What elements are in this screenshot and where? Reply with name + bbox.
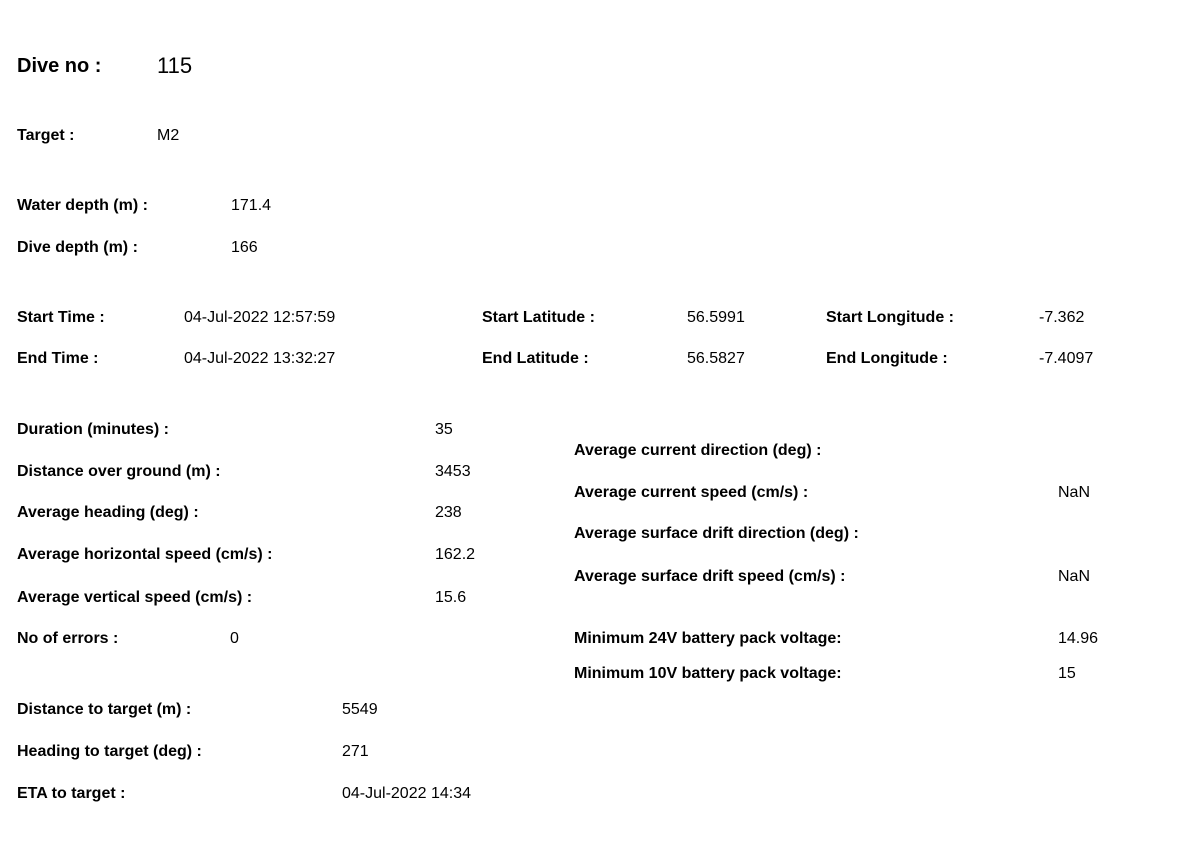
start-longitude-value: -7.362: [1039, 309, 1085, 326]
end-latitude-label: End Latitude :: [482, 350, 589, 367]
avg-vertical-speed-label: Average vertical speed (cm/s) :: [17, 589, 253, 606]
eta-to-target-label: ETA to target :: [17, 785, 126, 802]
avg-surface-drift-speed-label: Average surface drift speed (cm/s) :: [574, 568, 846, 585]
end-time-label: End Time :: [17, 350, 99, 367]
avg-current-speed-label: Average current speed (cm/s) :: [574, 484, 809, 501]
errors-label: No of errors :: [17, 630, 119, 647]
errors-value: 0: [230, 630, 239, 647]
start-time-value: 04-Jul-2022 12:57:59: [184, 309, 336, 326]
min-24v-battery-value: 14.96: [1058, 630, 1099, 647]
end-latitude-value: 56.5827: [687, 350, 745, 367]
distance-over-ground-value: 3453: [435, 463, 471, 480]
distance-over-ground-label: Distance over ground (m) :: [17, 463, 221, 480]
end-time-value: 04-Jul-2022 13:32:27: [184, 350, 336, 367]
avg-horizontal-speed-value: 162.2: [435, 546, 476, 563]
water-depth-label: Water depth (m) :: [17, 197, 148, 214]
start-latitude-value: 56.5991: [687, 309, 745, 326]
avg-current-direction-label: Average current direction (deg) :: [574, 442, 822, 459]
start-latitude-label: Start Latitude :: [482, 309, 595, 326]
dive-depth-value: 166: [231, 239, 258, 256]
avg-horizontal-speed-label: Average horizontal speed (cm/s) :: [17, 546, 273, 563]
duration-value: 35: [435, 421, 453, 438]
distance-to-target-label: Distance to target (m) :: [17, 701, 192, 718]
min-24v-battery-label: Minimum 24V battery pack voltage:: [574, 630, 842, 647]
distance-to-target-value: 5549: [342, 701, 378, 718]
avg-heading-value: 238: [435, 504, 462, 521]
water-depth-value: 171.4: [231, 197, 272, 214]
avg-surface-drift-speed-value: NaN: [1058, 568, 1091, 585]
avg-current-speed-value: NaN: [1058, 484, 1091, 501]
target-value: M2: [157, 127, 180, 144]
end-longitude-label: End Longitude :: [826, 350, 948, 367]
end-longitude-value: -7.4097: [1039, 350, 1094, 367]
start-longitude-label: Start Longitude :: [826, 309, 954, 326]
avg-surface-drift-direction-label: Average surface drift direction (deg) :: [574, 525, 859, 542]
avg-heading-label: Average heading (deg) :: [17, 504, 199, 521]
start-time-label: Start Time :: [17, 309, 105, 326]
dive-number-label: Dive no :: [17, 55, 102, 77]
dive-depth-label: Dive depth (m) :: [17, 239, 138, 256]
heading-to-target-value: 271: [342, 743, 369, 760]
dive-number-value: 115: [157, 53, 193, 78]
heading-to-target-label: Heading to target (deg) :: [17, 743, 202, 760]
duration-label: Duration (minutes) :: [17, 421, 169, 438]
eta-to-target-value: 04-Jul-2022 14:34: [342, 785, 471, 802]
avg-vertical-speed-value: 15.6: [435, 589, 467, 606]
min-10v-battery-value: 15: [1058, 665, 1076, 682]
min-10v-battery-label: Minimum 10V battery pack voltage:: [574, 665, 842, 682]
target-label: Target :: [17, 127, 75, 144]
